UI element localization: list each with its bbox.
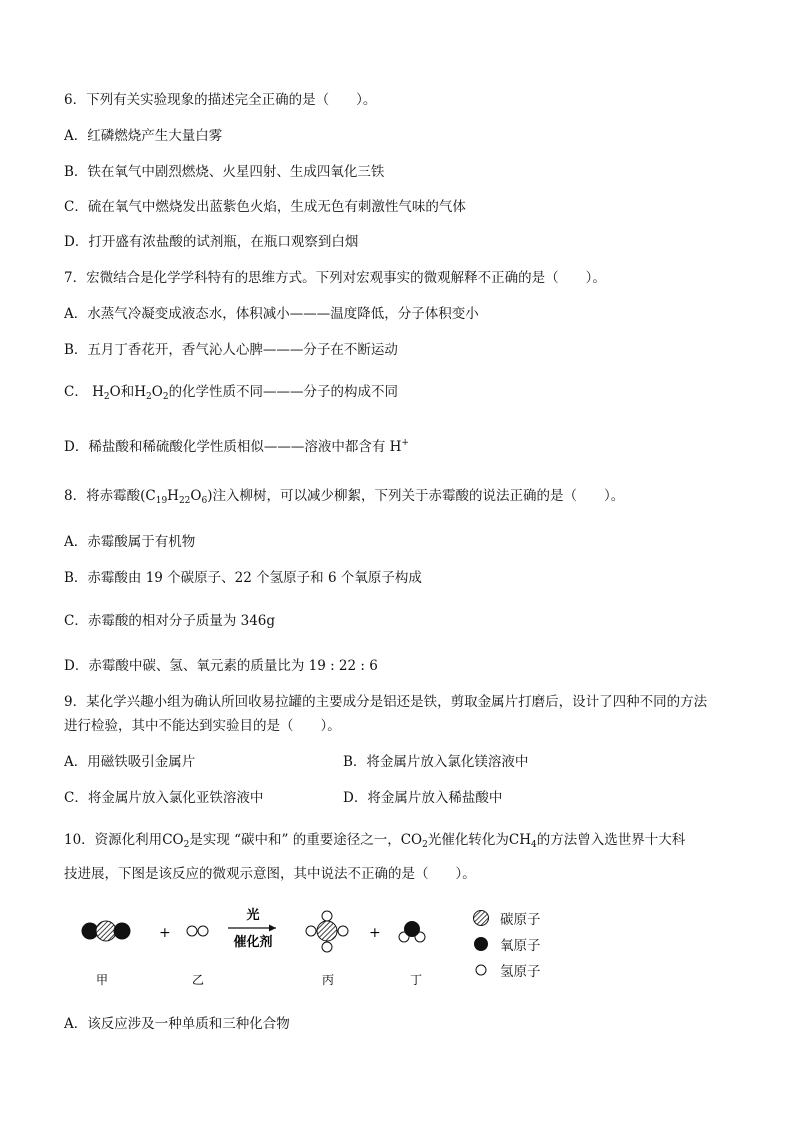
hydrogen-atom: [338, 926, 348, 936]
q7-option-c: C． $H_2O$和$H_2O_2$的化学性质不同———分子的构成不同: [64, 384, 399, 402]
label-jia: 甲: [95, 973, 109, 987]
q9-option-c: C．将金属片放入氯化亚铁溶液中: [64, 790, 264, 806]
legend-hydrogen: 氢原子: [472, 957, 592, 983]
q10-option-a: A．该反应涉及一种单质和三种化合物: [64, 1016, 290, 1032]
q7-option-d: D．稀盐酸和稀硫酸化学性质相似———溶液中都含有 H+: [64, 438, 409, 455]
oxygen-atom-icon: [472, 935, 490, 953]
hydrogen-atom: [306, 926, 316, 936]
hydrogen-atom: [187, 926, 197, 936]
q7-stem: 7．宏微结合是化学学科特有的思维方式。下列对宏观事实的微观解释不正确的是（ ）。: [64, 270, 606, 286]
q8-option-c: C．赤霉酸的相对分子质量为 346g: [64, 613, 276, 629]
arrow-condition-catalyst: 催化剂: [233, 935, 273, 950]
carbon-atom: [96, 921, 116, 941]
molecule-yi-h2: [187, 926, 208, 936]
formula-co2: $CO_2$: [400, 832, 428, 850]
molecule-bing-ch4: [306, 911, 348, 952]
label-ding: 丁: [409, 973, 423, 987]
q6-option-b: B．铁在氧气中剧烈燃烧、火星四射、生成四氧化三铁: [64, 164, 385, 180]
atom-legend: [472, 905, 592, 983]
q8-option-d: D．赤霉酸中碳、氢、氧元素的质量比为 19 : 22 : 6: [64, 658, 378, 674]
oxygen-atom: [114, 923, 131, 940]
carbon-atom: [317, 921, 337, 941]
q9-stem-line2: 进行检验，其中不能达到实验目的是（ ）。: [64, 718, 341, 734]
hydrogen-atom: [322, 911, 332, 921]
q6-option-a: A．红磷燃烧产生大量白雾: [64, 128, 223, 144]
q8-option-a: A．赤霉酸属于有机物: [64, 534, 196, 550]
legend-carbon: 碳原子: [472, 905, 592, 931]
hydrogen-atom-icon: [472, 961, 490, 979]
formula-ch4: $CH_4$: [508, 832, 537, 850]
q6-stem: 6．下列有关实验现象的描述完全正确的是（ ）。: [64, 92, 377, 108]
formula-h-ion: H+: [389, 438, 409, 455]
molecule-ding-h2o: [399, 921, 425, 942]
formula-h2o2: $H_2O_2$: [134, 384, 169, 402]
plus-sign-2: +: [369, 925, 381, 941]
molecule-jia-co2: [82, 921, 131, 941]
q9-option-a: A．用磁铁吸引金属片: [64, 754, 196, 770]
oxygen-atom: [404, 921, 420, 937]
hydrogen-atom: [322, 942, 332, 952]
q8-stem: 8．将赤霉酸$(C_{19}H_{22}O_6)$注入柳树，可以减少柳絮，下列关于赤霉酸的说法正确的是（ ）。: [64, 488, 625, 506]
formula-co2: $CO_2$: [162, 832, 190, 850]
hydrogen-atom: [198, 926, 208, 936]
q8-option-b: B．赤霉酸由 19 个碳原子、22 个氢原子和 6 个氧原子构成: [64, 570, 422, 586]
q9-stem-line1: 9．某化学兴趣小组为确认所回收易拉罐的主要成分是铝还是铁，剪取金属片打磨后，设计了四种不同的方法: [64, 694, 708, 710]
q6-option-c: C．硫在氧气中燃烧发出蓝紫色火焰，生成无色有刺激性气味的气体: [64, 199, 466, 215]
arrow-condition-light: 光: [246, 908, 260, 923]
formula-gibberellic-acid: $(C_{19}H_{22}O_6)$: [140, 488, 213, 506]
q6-option-d: D．打开盛有浓盐酸的试剂瓶，在瓶口观察到白烟: [64, 234, 359, 250]
q7-option-a: A．水蒸气冷凝变成液态水，体积减小———温度降低，分子体积变小: [64, 306, 479, 322]
q10-stem-line2: 技进展，下图是该反应的微观示意图，其中说法不正确的是（ ）。: [64, 866, 476, 882]
q7-option-b: B．五月丁香花开，香气沁人心脾———分子在不断运动: [64, 342, 398, 358]
q9-option-b: B．将金属片放入氯化镁溶液中: [343, 754, 529, 770]
carbon-atom-icon: [472, 909, 490, 927]
formula-h2o: $H_2O$: [92, 384, 121, 402]
label-yi: 乙: [191, 973, 205, 987]
plus-sign-1: +: [159, 925, 171, 941]
arrow-head-icon: [269, 925, 276, 932]
label-bing: 丙: [321, 973, 335, 987]
q9-option-d: D．将金属片放入稀盐酸中: [343, 790, 503, 806]
q10-stem-line1: 10．资源化利用$CO_2$是实现 “碳中和” 的重要途径之一，$CO_2$光催化转化为$CH_4$的方法曾入选世界十大科: [64, 832, 686, 850]
legend-oxygen: 氧原子: [472, 931, 592, 957]
